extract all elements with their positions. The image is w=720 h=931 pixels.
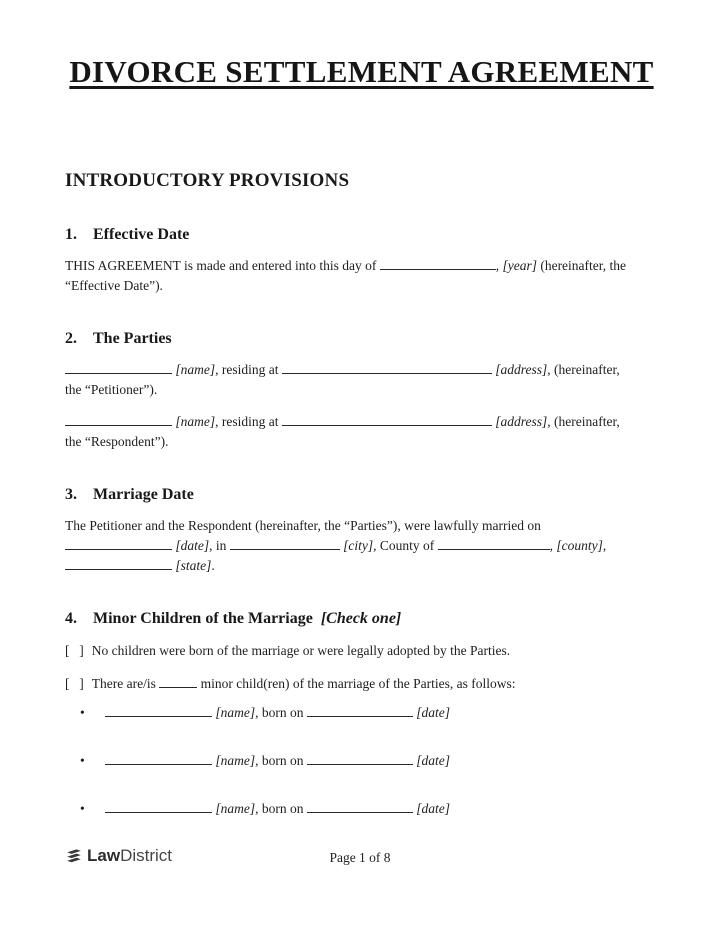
paragraph <box>65 412 658 452</box>
blank-line <box>282 413 492 426</box>
bullet-text <box>105 753 450 768</box>
footer <box>0 842 720 884</box>
checkbox-marker: [ ] <box>65 676 85 691</box>
placeholder: [name] <box>175 362 216 377</box>
intro-provisions-heading: INTRODUCTORY PROVISIONS <box>65 170 350 191</box>
section-number: 4. <box>65 610 77 627</box>
text-run: , <box>495 258 503 273</box>
section-title: The Parties <box>93 330 172 347</box>
text-run: , born on <box>255 753 307 768</box>
placeholder: [date] <box>416 801 450 816</box>
section <box>65 226 658 296</box>
blank-line <box>65 557 172 570</box>
section-title: Marriage Date <box>93 486 194 503</box>
placeholder: [date] <box>175 538 210 553</box>
placeholder: [name] <box>215 801 256 816</box>
bullet-marker: • <box>80 753 85 768</box>
section-number: 2. <box>65 330 77 347</box>
section-heading <box>65 610 658 628</box>
blank-line <box>65 413 172 426</box>
text-run: the “Respondent”). <box>65 434 169 449</box>
text-run: , <box>549 538 557 553</box>
placeholder: [address] <box>495 362 548 377</box>
bullet-row <box>65 703 658 723</box>
section-title: Minor Children of the Marriage <box>93 610 313 627</box>
placeholder: [address] <box>495 414 548 429</box>
text-run: , born on <box>255 801 307 816</box>
check-option <box>65 641 658 661</box>
text-run: , in <box>209 538 230 553</box>
check-option <box>65 674 658 694</box>
text-run: (hereinafter, the <box>536 258 626 273</box>
bullet-text <box>105 801 450 816</box>
blank-line <box>380 257 496 270</box>
section-heading <box>65 330 658 348</box>
bullet-row <box>65 799 658 819</box>
text-run: , <box>602 538 607 553</box>
text-line <box>65 412 658 432</box>
paragraph <box>65 516 658 576</box>
text-run: minor child(ren) of the marriage of the Parties, as follows: <box>197 676 516 691</box>
blank-line <box>307 752 413 765</box>
placeholder: [date] <box>416 705 450 720</box>
text-line <box>65 536 658 556</box>
brand-name-bold: Law <box>87 846 121 865</box>
section <box>65 330 658 452</box>
placeholder: [name] <box>215 753 256 768</box>
text-line <box>65 256 658 276</box>
text-run: , County of <box>373 538 438 553</box>
blank-line <box>282 361 492 374</box>
page-title: DIVORCE SETTLEMENT AGREEMENT <box>69 54 654 89</box>
text-run: The Petitioner and the Respondent (hereinafter, the “Parties”), were lawfully married on <box>65 518 541 533</box>
placeholder: [county] <box>556 538 603 553</box>
text-run: . <box>211 558 215 573</box>
text-run: THIS AGREEMENT is made and entered into this day of <box>65 258 380 273</box>
brand-name-regular: District <box>120 846 173 865</box>
bullet-marker: • <box>80 705 85 720</box>
section-number: 1. <box>65 226 77 243</box>
text-run: “Effective Date”). <box>65 278 163 293</box>
text-run: , born on <box>255 705 307 720</box>
text-run: , (hereinafter, <box>547 414 620 429</box>
placeholder: [state] <box>175 558 212 573</box>
bullet-marker: • <box>80 801 85 816</box>
blank-line <box>438 537 550 550</box>
check-text <box>92 676 516 691</box>
blank-line <box>307 704 413 717</box>
blank-line <box>105 704 212 717</box>
text-line <box>65 556 658 576</box>
blank-line <box>105 752 212 765</box>
placeholder: [name] <box>215 705 256 720</box>
text-run: the “Petitioner”). <box>65 382 158 397</box>
text-run: There are/is <box>91 676 160 691</box>
text-line <box>65 380 658 400</box>
section-heading <box>65 226 658 244</box>
blank-line <box>307 800 413 813</box>
paragraph <box>65 360 658 400</box>
page-number: Page 1 of 8 <box>329 850 391 865</box>
text-line <box>65 360 658 380</box>
section-title: Effective Date <box>93 226 190 243</box>
bullet-row <box>65 751 658 771</box>
text-line <box>65 432 658 452</box>
check-text <box>92 643 510 658</box>
placeholder: [city] <box>343 538 374 553</box>
bullet-text <box>105 705 450 720</box>
paragraph <box>65 256 658 296</box>
text-run: , residing at <box>215 362 282 377</box>
blank-line <box>230 537 340 550</box>
text-run: , (hereinafter, <box>547 362 620 377</box>
placeholder: [year] <box>502 258 537 273</box>
blank-line <box>159 675 197 688</box>
text-run: No children were born of the marriage or were legally adopted by the Parties. <box>91 643 511 658</box>
section-number: 3. <box>65 486 77 503</box>
blank-line <box>105 800 212 813</box>
text-run: , residing at <box>215 414 282 429</box>
section <box>65 486 658 576</box>
placeholder: [name] <box>175 414 216 429</box>
section <box>65 610 658 819</box>
blank-line <box>65 361 172 374</box>
sections <box>65 226 658 819</box>
checkbox-marker: [ ] <box>65 643 85 658</box>
placeholder: [date] <box>416 753 450 768</box>
text-line <box>65 276 658 296</box>
blank-line <box>65 537 172 550</box>
section-heading <box>65 486 658 504</box>
section-note: [Check one] <box>320 610 402 627</box>
text-line <box>65 516 658 536</box>
